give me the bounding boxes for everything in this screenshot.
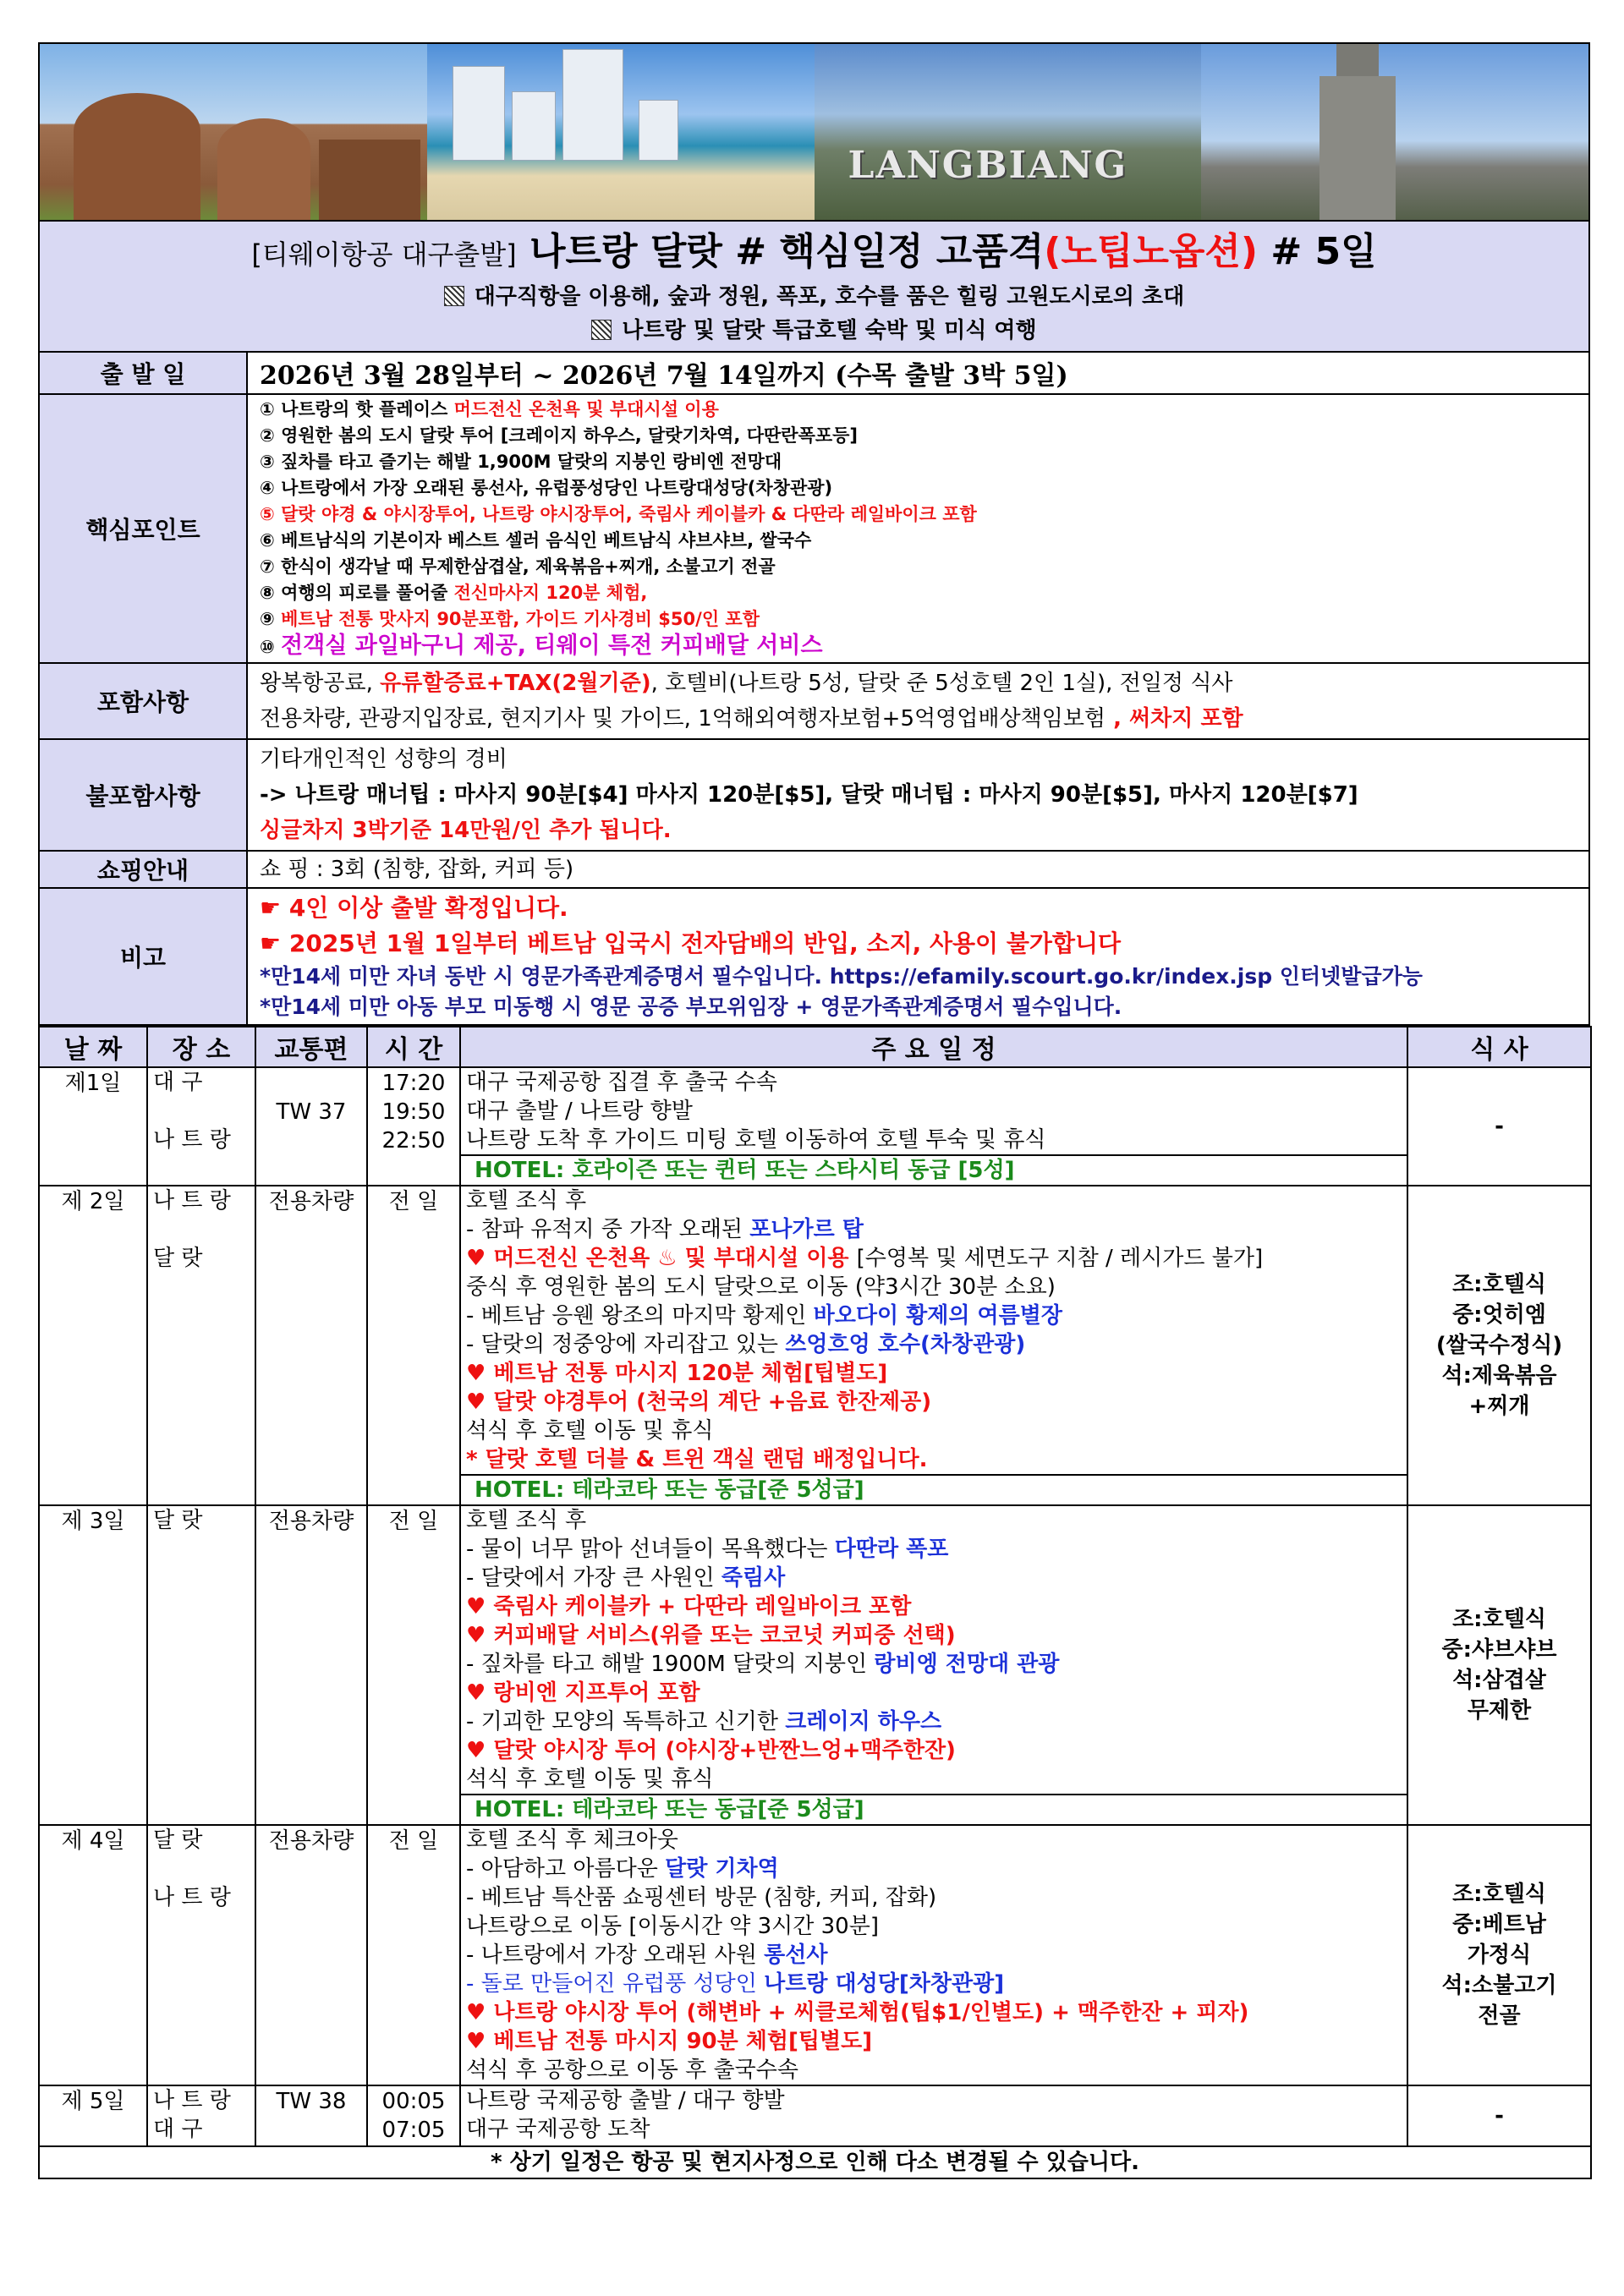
schedule-table (38, 1026, 1592, 2179)
hotel-line: HOTEL: 테라코타 또는 동급[준 5성급] (461, 1474, 1407, 1504)
subtitle-2: 나트랑 및 달랏 특급호텔 숙박 및 미식 여행 (40, 314, 1588, 348)
point-item: ③ 짚차를 타고 즐기는 해발 1,900M 달랏의 지붕인 랑비엔 전망대 (260, 452, 782, 472)
nhatrang-cathedral-photo (1201, 44, 1588, 220)
point-item: ⑦ 한식이 생각날 때 무제한삼겹살, 제육볶음+찌개, 소불고기 전골 (260, 556, 776, 577)
hotel-line: HOTEL: 호라이즌 또는 퀸터 또는 스타시티 동급 [5성] (461, 1154, 1407, 1185)
included-value: 왕복항공료, 유류할증료+TAX(2월기준), 호텔비(나트랑 5성, 달랏 준 5성호텔 2인 1실), 전일정 식사 전용차량, 관광지입장료, 현지기사 및 가이드, 1억해외여행자보험+5억영업배상책임보험 , 써차지 포함 (247, 663, 1589, 739)
header-meal: 식 사 (1407, 1027, 1591, 1067)
square-bullet-icon (591, 320, 612, 340)
langbiang-photo (815, 44, 1202, 220)
point-item: ① 나트랑의 핫 플레이스 머드전신 온천욕 및 부대시설 이용 (260, 399, 719, 419)
departure-label: 출 발 일 (39, 352, 247, 394)
header-transport: 교통편 (255, 1027, 367, 1067)
header-itinerary: 주 요 일 정 (460, 1027, 1407, 1067)
page-title: [티웨이항공 대구출발] 나트랑 달랏 # 핵심일정 고품격(노팁노옵션) # 5일 (251, 230, 1377, 273)
points-list (247, 394, 1589, 663)
shopping-value: 쇼 핑 : 3회 (침향, 잡화, 커피 등) (247, 851, 1589, 888)
square-bullet-icon (444, 286, 464, 306)
remark-label: 비고 (39, 888, 247, 1025)
title-box (38, 220, 1590, 351)
point-item: ⑨ 베트남 전통 맛사지 90분포함, 가이드 기사경비 $50/인 포함 (260, 609, 760, 629)
point-item: ⑧ 여행의 피로를 풀어줄 전신마사지 120분 체험, (260, 583, 648, 603)
point-item: ② 영원한 봄의 도시 달랏 투어 [크레이지 하우스, 달랏기차역, 다딴란폭포등] (260, 425, 859, 446)
excluded-label: 불포함사항 (39, 739, 247, 851)
included-label: 포함사항 (39, 663, 247, 739)
day3-row: 제 3일 달 랏 전용차량 전 일 호텔 조식 후 - 물이 너무 맑아 선녀들이 목욕했다는 다딴라 폭포 - 달랏에서 가장 큰 사원인 죽림사 ♥ 죽림사 케이블카 + 다딴라 레일바이크 포함 ♥ 커피배달 서비스(위즐 또는 코코넛 커피중 선택) - 짚차를 타고 해발 1900M 달랏의 지붕인 랑비엥 전망대 관광 ♥ 랑비엔 지프투어 포함 - 기괴한 모양의 독특하고 신기한 크레이지 하우스 ♥ 달랏 야시장 투어 (야시장+반짠느엉+맥주한잔) 석식 후 호텔 이동 및 휴식 HOTEL: 테라코타 또는 동급[준 5성급] 조:호텔식 중:샤브샤브 석:삼겹살 무제한 (39, 1505, 1591, 1825)
subtitle-1: 대구직항을 이용해, 숲과 정원, 폭포, 호수를 품은 힐링 고원도시로의 초대 (40, 280, 1588, 314)
day4-row: 제 4일 달 랏 나 트 랑 전용차량 전 일 호텔 조식 후 체크아웃 - 아담하고 아름다운 달랏 기차역 - 베트남 특산품 쇼핑센터 방문 (침향, 커피, 잡화) 나트랑으로 이동 [이동시간 약 3시간 30분] - 나트랑에서 가장 오래된 사원 롱선사 - 돌로 만들어진 유럽풍 성당인 나트랑 대성당[차창관광] ♥ 나트랑 야시장 투어 (해변바 + 씨클로체험(팁$1/인별도) + 맥주한잔 + 피자) ♥ 베트남 전통 마시지 90분 체험[팁별도] 석식 후 공항으로 이동 후 출국수속 조:호텔식 중:베트남 가정식 석:소불고기 전골 (39, 1825, 1591, 2085)
nhatrang-beach-photo (427, 44, 815, 220)
excluded-value: 기타개인적인 성향의 경비 -> 나트랑 매너팁 : 마사지 90분[$4] 마사지 120분[$5], 달랏 매너팁 : 마사지 90분[$5], 마사지 120분[$7] 싱글차지 3박기준 14만원/인 추가 됩니다. (247, 739, 1589, 851)
photo-banner (38, 42, 1590, 220)
header-time: 시 간 (367, 1027, 460, 1067)
hotel-line: HOTEL: 테라코타 또는 동급[준 5성급] (461, 1794, 1407, 1824)
footer-note: * 상기 일정은 항공 및 현지사정으로 인해 다소 변경될 수 있습니다. (39, 2146, 1591, 2178)
header-date: 날 짜 (39, 1027, 147, 1067)
shopping-label: 쇼핑안내 (39, 851, 247, 888)
header-place: 장 소 (147, 1027, 255, 1067)
point-item: ⑥ 베트남식의 기본이자 베스트 셀러 음식인 베트남식 샤브샤브, 쌀국수 (260, 530, 812, 551)
point-item: ④ 나트랑에서 가장 오래된 롱선사, 유럽풍성당인 나트랑대성당(차창관광) (260, 478, 833, 498)
day1-row: 제1일 대 구 나 트 랑 TW 37 17:20 19:50 22:50 대구 국제공항 집결 후 출국 수속 대구 출발 / 나트랑 향발 나트랑 도착 후 가이드 미팅 호텔 이동하여 호텔 투숙 및 휴식 HOTEL: 호라이즌 또는 퀸터 또는 스타시티 동급 [5성] - (39, 1067, 1591, 1186)
ponagar-tower-photo (40, 44, 427, 220)
day2-row: 제 2일 나 트 랑 달 랏 전용차량 전 일 호텔 조식 후 - 참파 유적지 중 가작 오래된 포나가르 탑 ♥ 머드전신 온천욕 ♨ 및 부대시설 이용 [수영복 및 세면도구 지참 / 레시가드 불가] 중식 후 영원한 봄의 도시 달랏으로 이동 (약3시간 30분 소요) - 베트남 응웬 왕조의 마지막 황제인 바오다이 황제의 여름별장 - 달랏의 정중앙에 자리잡고 있는 쓰엉흐엉 호수(차창관광) ♥ 베트남 전통 마시지 120분 체험[팁별도] ♥ 달랏 야경투어 (천국의 계단 +음료 한잔제공) 석식 후 호텔 이동 및 휴식 * 달랏 호텔 더블 & 트윈 객실 랜덤 배정입니다. HOTEL: 테라코타 또는 동급[준 5성급] 조:호텔식 중:엇히엠 (쌀국수정식) 석:제육볶음 +찌개 (39, 1186, 1591, 1505)
departure-value: 2026년 3월 28일부터 ~ 2026년 7월 14일까지 (수목 출발 3박 5일) (247, 352, 1589, 394)
point-item: ⑩ 전객실 과일바구니 제공, 티웨이 특전 커피배달 서비스 (260, 633, 823, 659)
info-table (38, 351, 1590, 1026)
itinerary-document (38, 42, 1590, 2179)
langbiang-sign: LANGBIANG (848, 144, 1128, 187)
remark-value: ☛ 4인 이상 출발 확정입니다. ☛ 2025년 1월 1일부터 베트남 입국시 전자담배의 반입, 소지, 사용이 불가합니다 *만14세 미만 자녀 동반 시 영문가족관계증명서 필수입니다. https://efamily.scourt.go.kr/index.jsp 인터넷발급가능 *만14세 미만 아동 부모 미동행 시 영문 공증 부모위임장 + 영문가족관계증명서 필수입니다. (247, 888, 1589, 1025)
point-item: ⑤ 달랏 야경 & 야시장투어, 나트랑 야시장투어, 죽림사 케이블카 & 다딴라 레일바이크 포함 (260, 504, 977, 524)
day5-row: 제 5일 나 트 랑 대 구 TW 38 00:05 07:05 나트랑 국제공항 출발 / 대구 향발 대구 국제공항 도착 - (39, 2085, 1591, 2146)
points-label: 핵심포인트 (39, 394, 247, 663)
